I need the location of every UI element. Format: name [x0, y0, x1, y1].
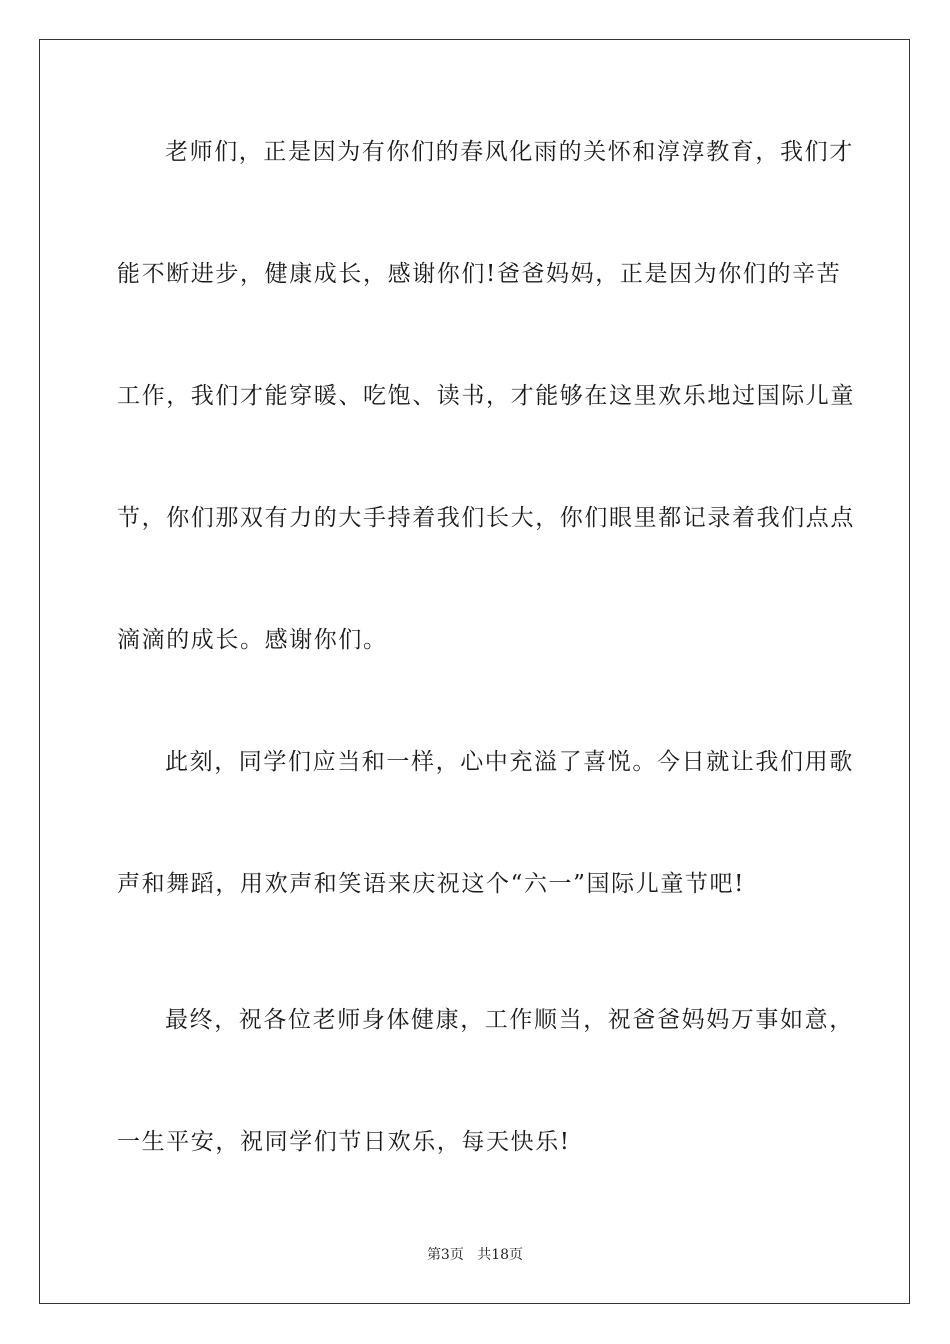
paragraph-2-line-2: 声和舞蹈，用欢声和笑语来庆祝这个“六一”国际儿童节吧!	[117, 871, 745, 897]
page-number: 第3页	[426, 1247, 464, 1263]
paragraph-3-line-1: 最终，祝各位老师身体健康，工作顺当，祝爸爸妈妈万事如意，	[165, 1007, 854, 1033]
paragraph-1-line-5: 滴滴的成长。感谢你们。	[117, 627, 388, 653]
page-border	[39, 39, 910, 1304]
paragraph-1-line-1: 老师们，正是因为有你们的春风化雨的关怀和淳淳教育，我们才	[165, 139, 854, 165]
footer-separator	[464, 1247, 477, 1263]
paragraph-1-line-4: 节，你们那双有力的大手持着我们长大，你们眼里都记录着我们点点	[117, 505, 855, 531]
paragraph-1-line-2: 能不断进步，健康成长，感谢你们!爸爸妈妈，正是因为你们的辛苦	[117, 261, 842, 287]
paragraph-3-line-2: 一生平安，祝同学们节日欢乐，每天快乐!	[117, 1129, 571, 1155]
paragraph-1-line-3: 工作，我们才能穿暖、吃饱、读书，才能够在这里欢乐地过国际儿童	[117, 383, 855, 409]
paragraph-2-line-1: 此刻，同学们应当和一样，心中充溢了喜悦。今日就让我们用歌	[165, 749, 854, 775]
page-footer	[0, 1246, 950, 1264]
page-total: 共18页	[477, 1247, 524, 1263]
